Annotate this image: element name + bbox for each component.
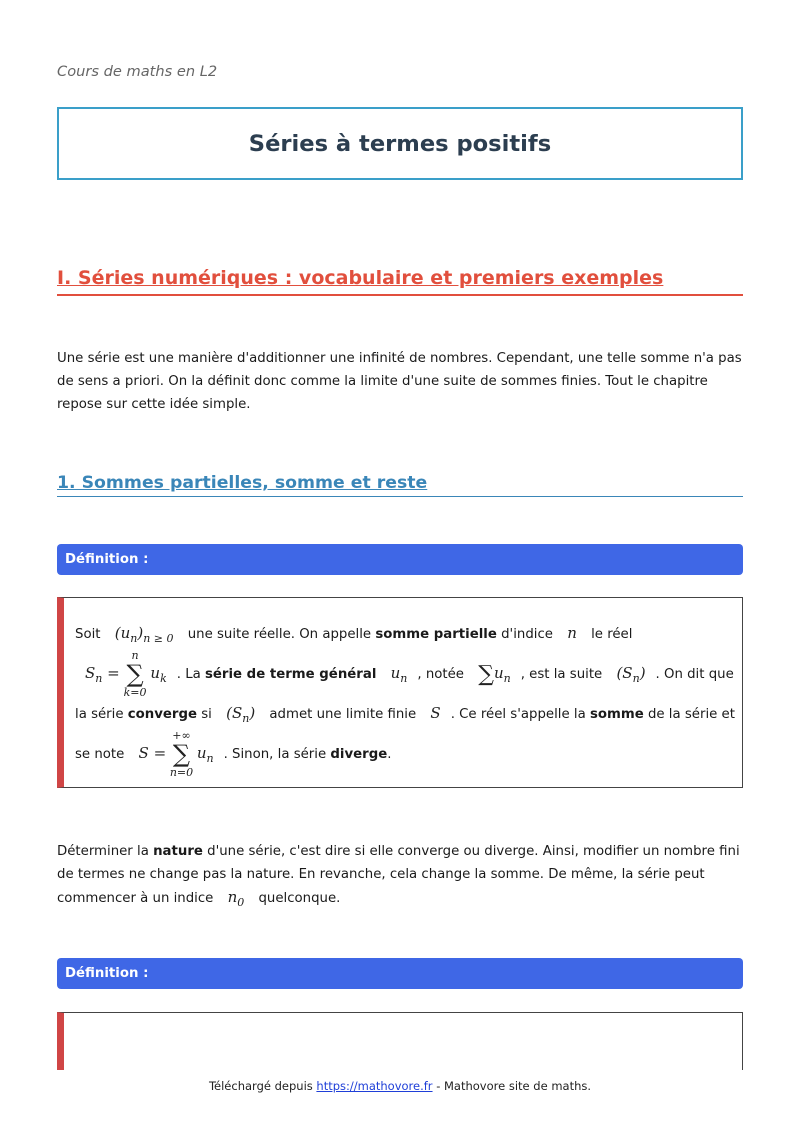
math-un: $u_n$ bbox=[390, 664, 408, 685]
math-sequence: $(u_n)_{n \ge 0}$ bbox=[114, 624, 174, 645]
definition-header-2 bbox=[57, 958, 743, 989]
math-n: n bbox=[567, 624, 577, 642]
intro-paragraph: Une série est une manière d'additionner une infinité de nombres. Cependant, une telle somme n'a pas de sens a priori. On la définit donc comme la limite d'une suite de sommes finies. Tout le chapitre repose sur cette idée simple. bbox=[57, 351, 742, 412]
nature-paragraph: Déterminer la nature d'une série, c'est dire si elle converge ou diverge. Ainsi, modifier un nombre fini de termes ne change pas la nature. En revanche, cela change la somme. De même, la série peut commencer à un indice $n_0$ quelconque. bbox=[57, 844, 740, 909]
definition-box-2 bbox=[57, 1012, 743, 1070]
section-heading: I. Séries numériques : vocabulaire et premiers exemples bbox=[57, 267, 743, 296]
page-footer: Téléchargé depuis https://mathovore.fr - Mathovore site de maths. bbox=[208, 1079, 592, 1093]
math-sum-total: S = +∞ ∑ n=0 $u_n$ bbox=[138, 729, 214, 779]
math-sn: $(S_n)$ bbox=[616, 664, 646, 685]
math-s: S bbox=[430, 704, 441, 722]
definition-text: Soit $(u_n)_{n \ge 0}$ une suite réelle. On appelle somme partielle d'indice n le réel $S_n$ = n ∑ k=0 $u_k$ . La série de terme général $u_n$ , notée $\sum u_n$ , est la suite $(S_n)$ . On dit que la série converge si $(S_n)$ admet une limite finie S . Ce réel s'appelle la somme de la série et se note S = +∞ ∑ n=0 $u_n$ . Sinon, la série diverge. bbox=[75, 624, 735, 779]
math-n0: $n_0$ bbox=[227, 888, 245, 909]
title-box bbox=[57, 107, 743, 180]
definition-label: Définition : bbox=[65, 552, 149, 567]
page-title: Séries à termes positifs bbox=[248, 130, 552, 157]
math-sn-2: $(S_n)$ bbox=[226, 704, 256, 725]
footer-link[interactable]: https://mathovore.fr bbox=[316, 1079, 433, 1093]
subsection-heading: 1. Sommes partielles, somme et reste bbox=[57, 473, 743, 497]
definition-header bbox=[57, 544, 743, 575]
course-subtitle: Cours de maths en L2 bbox=[57, 63, 218, 80]
math-series: $\sum u_n$ bbox=[478, 662, 511, 687]
math-partial-sum: $S_n$ = n ∑ k=0 $u_k$ bbox=[85, 649, 167, 699]
definition-label-2: Définition : bbox=[65, 966, 149, 981]
